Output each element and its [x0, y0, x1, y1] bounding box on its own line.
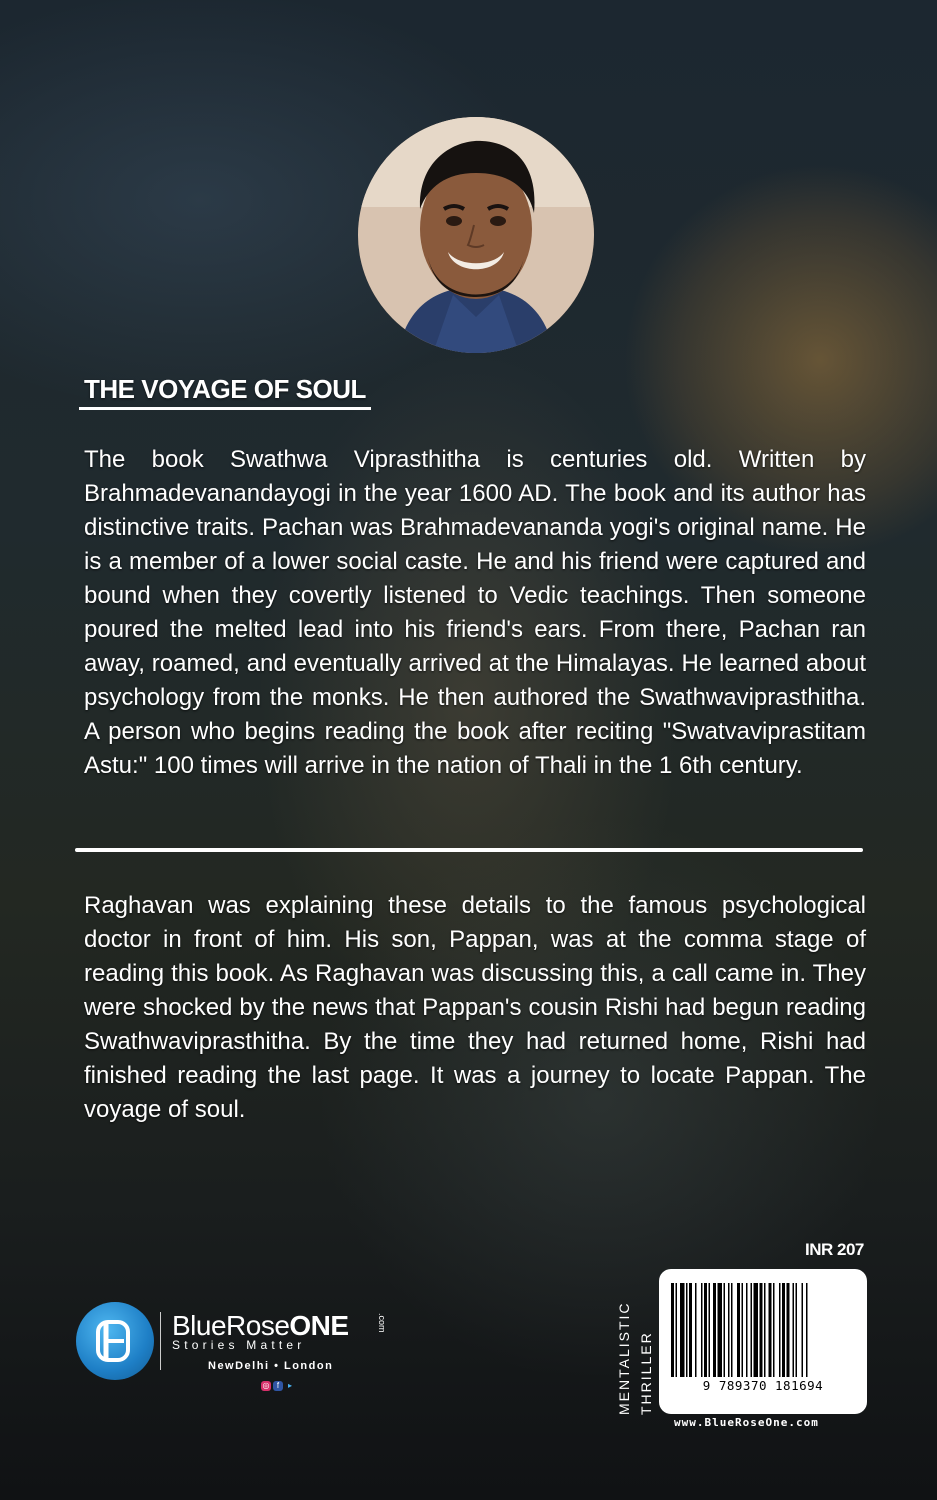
genre-line-2: THRILLER — [638, 1331, 654, 1415]
logo-b-icon — [92, 1318, 138, 1364]
logo-separator — [160, 1312, 161, 1370]
blurb-paragraph-2: Raghavan was explaining these details to the famous psychological doctor in front of him. His son, Pappan, was at the comma stage of reading this book. As Raghavan was discussing this, a call came in. They were shocked by the news that Pappan's cousin Rishi had begun reading Swathwaviprasthitha. By the time they had returned home, Rishi had finished reading the last page. It was a journey to locate Pappan. The voyage of soul. — [84, 892, 866, 1123]
isbn-barcode — [659, 1269, 867, 1414]
section-divider — [75, 848, 863, 852]
barcode-bars — [671, 1283, 855, 1377]
heading-underline — [79, 407, 371, 410]
blurb-paragraph-1: The book Swathwa Viprasthitha is centuries old. Written by Brahmadevanandayogi in the year 1600 AD. The book and its author has distinctive traits. Pachan was Brahmadevananda yogi's original name. He is a member of a lower social caste. He and his friend were captured and bound when they covertly listened to Vedic teachings. Then someone poured the melted lead into his friend's ears. From there, Pachan ran away, roamed, and eventually arrived at the Himalayas. He learned about psychology from the monks. He then authored the Swathwaviprasthitha. A person who begins reading the book after reciting "Swatvaviprastitam Astu:" 100 times will arrive in the nation of Thali in the 1 6th century. — [84, 446, 866, 779]
publisher-logo-icon — [76, 1302, 154, 1380]
publisher-name-part1: BlueRose — [172, 1310, 290, 1341]
genre-label — [613, 1270, 663, 1415]
publisher-website: www.BlueRoseOne.com — [674, 1416, 819, 1429]
facebook-icon: f — [273, 1381, 283, 1391]
author-photo — [358, 117, 594, 353]
section-heading: THE VOYAGE OF SOUL — [84, 374, 366, 404]
genre-line-1: MENTALISTIC — [616, 1301, 632, 1415]
publisher-tagline: Stories Matter — [172, 1338, 306, 1352]
author-face-illustration — [358, 117, 594, 353]
instagram-icon: ◎ — [262, 1381, 270, 1390]
twitter-icon: ▸ — [287, 1381, 292, 1390]
publisher-cities: NewDelhi • London — [208, 1360, 334, 1372]
publisher-com: .com — [377, 1313, 387, 1333]
isbn-number: 9 789370 181694 — [702, 1378, 824, 1393]
publisher-name-part2: ONE — [289, 1310, 349, 1341]
price-label: INR 207 — [805, 1240, 864, 1259]
social-icons — [261, 1381, 295, 1391]
